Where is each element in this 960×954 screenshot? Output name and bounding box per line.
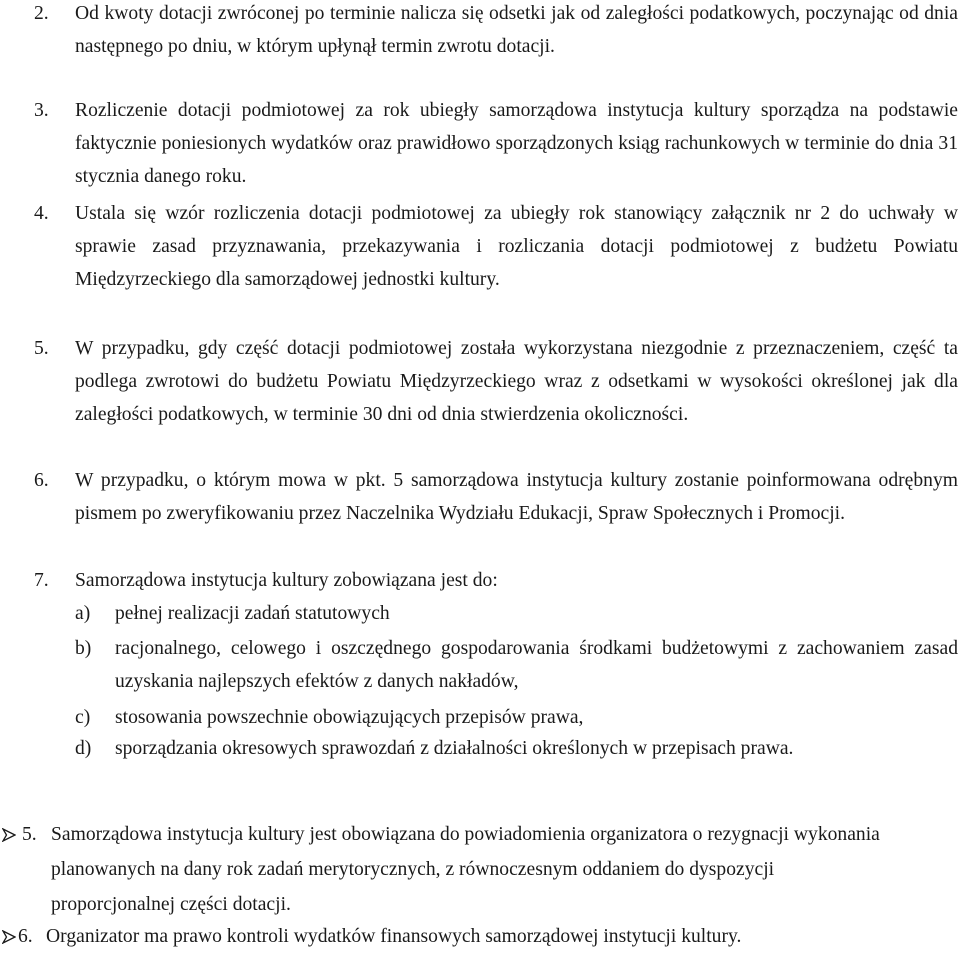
item-text: W przypadku, o którym mowa w pkt. 5 samorządowa instytucja kultury zostanie poinformowana odrębnym pismem po zweryfikowaniu przez Naczelnika Wydziału Edukacji, Spraw Społecznych i Promocji. <box>75 470 958 525</box>
subitem-text: stosowania powszechnie obowiązujących przepisów prawa, <box>115 707 584 728</box>
bullet-list-item-6 <box>0 919 960 954</box>
subitem-letter: a) <box>75 603 91 624</box>
item-text: Rozliczenie dotacji podmiotowej za rok ubiegły samorządowa instytucja kultury sporządza na podstawie faktycznie poniesionych wydatków oraz prawidłowo sporządzonych ksiąg rachunkowych w terminie do dnia 31 stycznia danego roku. <box>75 100 958 188</box>
item-text: Organizator ma prawo kontroli wydatków finansowych samorządowej instytucji kultury. <box>46 926 742 947</box>
item-text: Ustala się wzór rozliczenia dotacji podmiotowej za ubiegły rok stanowiący załącznik nr 2 do uchwały w sprawie zasad przyznawania, przekazywania i rozliczania dotacji podmiotowej z budżetu Powiatu Międzyrzeckiego dla samorządowej jednostki kultury. <box>75 203 958 291</box>
item-number: 5. <box>22 824 37 845</box>
list-item-3 <box>34 94 958 194</box>
item-text: Samorządowa instytucja kultury jest obowiązana do powiadomienia organizatora o rezygnacji wykonania planowanych na dany rok zadań merytorycznych, z równoczesnym oddaniem do dyspozycji proporcjonalnej części dotacji. <box>51 824 880 915</box>
item-number: 6. <box>34 470 49 491</box>
subitem-letter: c) <box>75 707 91 728</box>
list-item-5 <box>34 332 958 432</box>
subitem-b <box>75 632 958 698</box>
list-item-2 <box>34 0 958 63</box>
item-text: Od kwoty dotacji zwróconej po terminie nalicza się odsetki jak od zaległości podatkowych, poczynając od dnia następnego po dniu, w którym upłynął termin zwrotu dotacji. <box>75 3 958 58</box>
subitem-letter: b) <box>75 638 92 659</box>
arrowhead-bullet-icon <box>2 817 16 852</box>
subitem-a <box>75 597 958 630</box>
bullet-list-item-5 <box>0 817 960 922</box>
subitem-text: pełnej realizacji zadań statutowych <box>115 603 390 624</box>
item-number: 4. <box>34 203 49 224</box>
item-text: W przypadku, gdy część dotacji podmiotowej została wykorzystana niezgodnie z przeznaczeniem, część ta podlega zwrotowi do budżetu Powiatu Międzyrzeckiego wraz z odsetkami w wysokości określonej jak dla zaległości podatkowych, w terminie 30 dni od dnia stwierdzenia okoliczności. <box>75 338 958 426</box>
list-item-4 <box>34 197 958 297</box>
item-number: 5. <box>34 338 49 359</box>
item-number: 6. <box>18 926 33 947</box>
subitem-d <box>75 732 958 765</box>
arrowhead-bullet-icon <box>2 919 16 954</box>
item-number: 7. <box>34 570 49 591</box>
subitem-letter: d) <box>75 738 92 759</box>
item-number: 2. <box>34 3 49 24</box>
list-item-7 <box>34 564 958 597</box>
list-item-6 <box>34 464 958 530</box>
item-text: Samorządowa instytucja kultury zobowiązana jest do: <box>75 570 498 591</box>
subitem-text: sporządzania okresowych sprawozdań z działalności określonych w przepisach prawa. <box>115 738 794 759</box>
item-number: 3. <box>34 100 49 121</box>
subitem-c <box>75 701 958 734</box>
subitem-text: racjonalnego, celowego i oszczędnego gospodarowania środkami budżetowymi z zachowaniem zasad uzyskania najlepszych efektów z danych nakładów, <box>115 638 958 693</box>
